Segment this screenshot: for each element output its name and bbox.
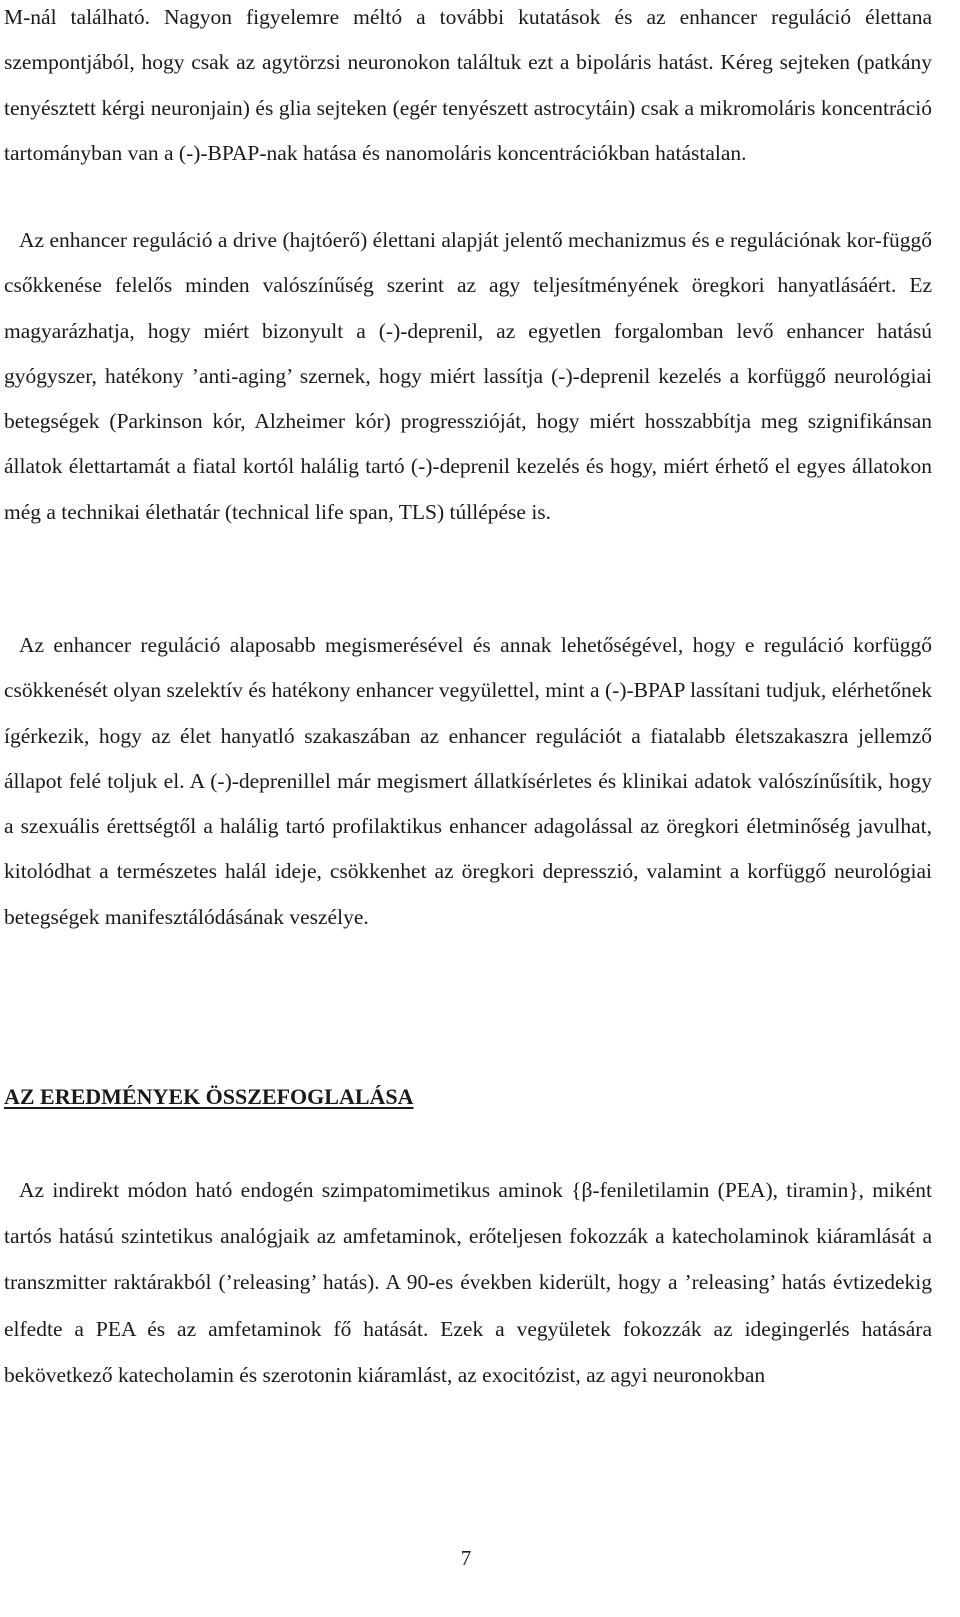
page-number: 7 xyxy=(460,1546,472,1570)
section-heading: AZ EREDMÉNYEK ÖSSZEFOGLALÁSA xyxy=(4,1084,414,1109)
body-paragraph-2: Az enhancer reguláció a drive (hajtóerő) élettani alapját jelentő mechanizmus és e regulációnak kor-függő csőkkenése felelős minden valószínűség szerint az agy teljesítményének öregkori hanyatlásáért. Ez magyarázhatja, hogy miért bizonyult a (-)-deprenil, az egyetlen forgalomban levő enhancer hatású gyógyszer, hatékony ’anti-aging’ szernek, hogy miért lassítja (-)-deprenil kezelés a korfüggő neurológiai betegségek (Parkinson kór, Alzheimer kór) progresszióját, hogy miért hosszabbítja meg szignifikánsan állatok élettartamát a fiatal kortól halálig tartó (-)-deprenil kezelés és hogy, miért érhető el egyes állatokon még a technikai élethatár (technical life span, TLS) túllépése is. xyxy=(4,228,932,524)
body-paragraph-3: Az enhancer reguláció alaposabb megismerésével és annak lehetőségével, hogy e reguláció korfüggő csökkenését olyan szelektív és hatékony enhancer vegyülettel, mint a (-)-BPAP lassítani tudjuk, elérhetőnek ígérkezik, hogy az élet hanyatló szakaszában az enhancer regulációt a fiatalabb életszakaszra jellemző állapot felé toljuk el. A (-)-deprenillel már megismert állatkísérletes és klinikai adatok valószínűsítik, hogy a szexuális érettségtől a halálig tartó profilaktikus enhancer adagolással az öregkori életminőség javulhat, kitolódhat a természetes halál ideje, csökkenhet az öregkori depresszió, valamint a korfüggő neurológiai betegségek manifesztálódásának veszélye. xyxy=(4,633,932,929)
summary-paragraph: Az indirekt módon ható endogén szimpatomimetikus aminok {β-feniletilamin (PEA), tiramin}, miként tartós hatású szintetikus analógjaik az amfetaminok, erőteljesen fokozzák a katecholaminok kiáramlását a transzmitter raktárakból (’releasing’ hatás). A 90-es években kiderült, hogy a ’releasing’ hatás évtizedekig elfedte a PEA és az amfetaminok fő hatását. Ezek a vegyületek fokozzák az idegingerlés hatására bekövetkező katecholamin és szerotonin kiáramlást, az exocitózist, az agyi neuronokban xyxy=(4,1178,932,1387)
body-paragraph-1: M-nál található. Nagyon figyelemre méltó a további kutatások és az enhancer reguláció élettana szempontjából, hogy csak az agytörzsi neuronokon találtuk ezt a bipoláris hatást. Kéreg sejteken (patkány tenyésztett kérgi neuronjain) és glia sejteken (egér tenyészett astrocytáin) csak a mikromoláris koncentráció tartományban van a (-)-BPAP-nak hatása és nanomoláris koncentrációkban hatástalan. xyxy=(4,5,932,165)
